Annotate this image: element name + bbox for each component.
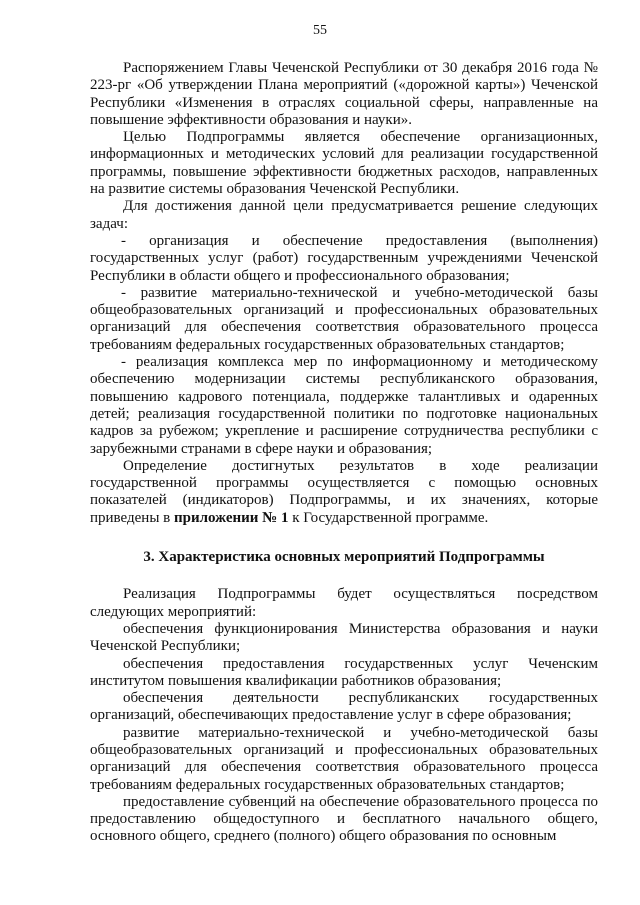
measure-item: предоставление субвенций на обеспечение образовательного процесса по предоставлению общедоступного и бесплатного начального общего, основного общего, среднего (полного) общего образования по основным (90, 793, 598, 845)
task-item: - развитие материально-технической и учебно-методической базы общеобразовательных организаций и профессиональных образовательных организаций для обеспечения соответствия образовательного процесса требованиям федеральных государственных образовательных стандартов; (90, 284, 598, 353)
page-number: 55 (313, 23, 327, 38)
paragraph-implementation: Реализация Подпрограммы будет осуществляться посредством следующих мероприятий: (90, 586, 598, 620)
measure-item: развитие материально-технической и учебно-методической базы общеобразовательных организаций и профессиональных образовательных организаций для обеспечения соответствия образовательного процесса требованиям федеральных государственных образовательных стандартов; (90, 724, 598, 793)
document-body (90, 60, 598, 846)
task-item: - организация и обеспечение предоставления (выполнения) государственных услуг (работ) государственным учреждениями Чеченской Республики в области общего и профессионального образования; (90, 232, 598, 284)
measure-item: обеспечения деятельности республиканских государственных организаций, обеспечивающих предоставление услуг в сфере образования; (90, 690, 598, 724)
results-text-start: Определение достигнутых результатов в ходе реализации государственной программы осуществляется с помощью основных показателей (индикаторов) Подпрограммы, и их значениях, которые приведены в (90, 457, 598, 526)
paragraph-tasks-intro: Для достижения данной цели предусматривается решение следующих задач: (90, 198, 598, 232)
paragraph-goal: Целью Подпрограммы является обеспечение организационных, информационных и методических условий для реализации государственной программы, повышение эффективности бюджетных расходов, направленных на развитие системы образования Чеченской Республики. (90, 129, 598, 198)
task-item: - реализация комплекса мер по информационному и методическому обеспечению модернизации системы республиканского образования, повышению кадрового потенциала, поддержке талантливых и одаренных детей; реализация государственной политики по подготовке национальных кадров за рубежом; укрепление и расширение сотрудничества республики с зарубежными странами в сфере науки и образования; (90, 354, 598, 457)
appendix-reference: приложении № 1 (174, 509, 289, 526)
paragraph-decree: Распоряжением Главы Чеченской Республики от 30 декабря 2016 года № 223-рг «Об утверждении Плана мероприятий («дорожной карты») Чеченской Республики «Изменения в отраслях социальной сферы, направленные на повышение эффективности образования и науки». (90, 60, 598, 128)
measure-item: обеспечения предоставления государственных услуг Чеченским институтом повышения квалификации работников образования; (90, 655, 598, 689)
results-text-end: к Государственной программе. (288, 509, 489, 526)
section-heading: 3. Характеристика основных мероприятий Подпрограммы (143, 549, 545, 566)
paragraph-results (90, 458, 598, 527)
measure-item: обеспечения функционирования Министерства образования и науки Чеченской Республики; (90, 620, 598, 655)
